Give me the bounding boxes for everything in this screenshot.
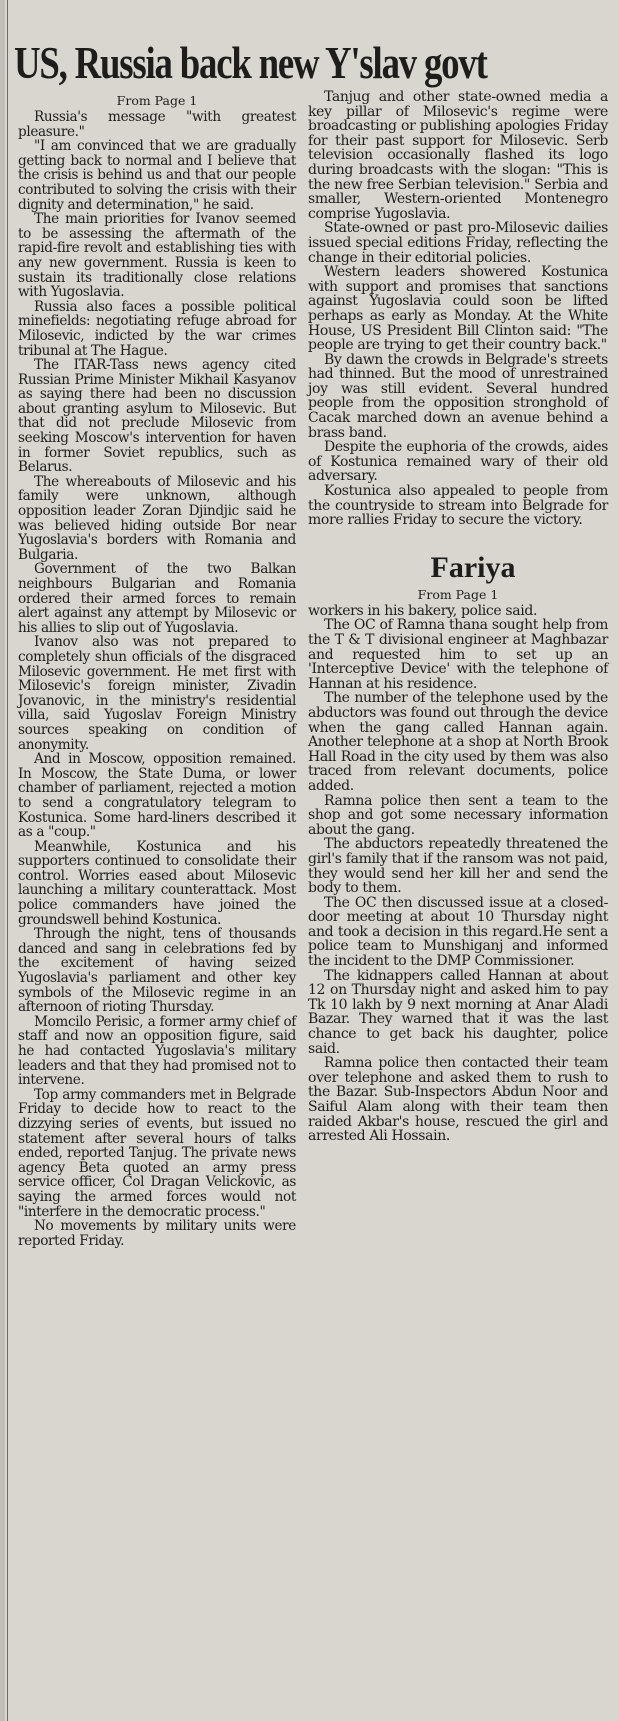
- paragraph: Government of the two Balkan neighbours Bulgarian and Romania ordered their armed forces to remain alert against any attempt by Milosevic or his allies to slip out of Yugoslavia.: [18, 561, 296, 636]
- article-column-right: [308, 90, 608, 1144]
- paragraph: Despite the euphoria of the crowds, aides of Kostunica remained wary of their old adversary.: [308, 439, 608, 485]
- paragraph: The OC of Ramna thana sought help from the T & T divisional engineer at Maghbazar and requested him to set up an 'Interceptive Device' with the telephone of Hannan at his residence.: [308, 617, 608, 692]
- paragraph: Momcilo Perisic, a former army chief of staff and now an opposition figure, said he had contacted Yugoslavia's military leaders and that they had promised not to intervene.: [18, 1013, 296, 1089]
- paragraph: Russia's message "with greatest pleasure.": [18, 109, 296, 140]
- paragraph: The OC then discussed issue at a closed-door meeting at about 10 Thursday night and took a decision in this regard.He sent a police team to Munshiganj and informed the incident to the DMP Commissioner.: [308, 894, 608, 970]
- paragraph: The number of the telephone used by the abductors was found out through the device when the gang called Hannan again. Another telephone at a shop at North Brook Hall Road in the city used by them was also traced from relevant documents, police added.: [308, 690, 608, 794]
- paragraph: Kostunica also appealed to people from the countryside to stream into Belgrade for more rallies Friday to secure the victory.: [308, 483, 608, 529]
- article-column-left: [18, 90, 296, 1248]
- paragraph: And in Moscow, opposition remained. In Moscow, the State Duma, or lower chamber of parliament, rejected a motion to send a congratulatory telegram to Kostunica. Some hard-liners described it as a "coup.": [18, 751, 296, 841]
- paragraph: By dawn the crowds in Belgrade's streets had thinned. But the mood of unrestrained joy was still evident. Several hundred people from the opposition stronghold of Cacak marched down an avenue behind a brass band.: [308, 351, 608, 441]
- paragraph: Ramna police then sent a team to the shop and got some necessary information about the gang.: [308, 792, 608, 838]
- paragraph: The kidnappers called Hannan at about 12 on Thursday night and asked him to pay Tk 10 lakh by 9 next morning at Anar Aladi Bazar. They warned that it was the last chance to get back his daughter, police said.: [308, 967, 608, 1057]
- paragraph: Russia also faces a possible political minefields: negotiating refuge abroad for Milosevic, indicted by the war crimes tribunal at The Hague.: [18, 298, 296, 359]
- fariya-dateline: From Page 1: [417, 586, 499, 602]
- paragraph: The ITAR-Tass news agency cited Russian Prime Minister Mikhail Kasyanov as saying there had been no discussion about granting asylum to Milosevic. But that did not preclude Milosevic from seeking Moscow's intervention for haven in former Soviet republics, such as Belarus.: [18, 357, 296, 476]
- paragraph: workers in his bakery, police said.: [308, 602, 538, 619]
- paragraph: Tanjug and other state-owned media a key pillar of Milosevic's regime were broadcasting or publishing apologies Friday for their past support for Milosevic. Serb television occasionally flashed its logo during broadcasts with the slogan: "This is the new free Serbian television." Serbia and smaller, Western-oriented Montenegro comprise Yugoslavia.: [308, 89, 608, 222]
- headline: US, Russia back new Y'slav govt: [14, 36, 487, 88]
- paragraph: Meanwhile, Kostunica and his supporters continued to consolidate their control. Worries eased about Milosevic launching a military counterattack. Most police commanders have joined the groundswell behind Kostunica.: [18, 838, 296, 928]
- paragraph: The whereabouts of Milosevic and his family were unknown, although opposition leader Zoran Djindjic said he was believed hiding outside Bor near Yugoslavia's borders with Romania and Bulgaria.: [18, 473, 296, 563]
- paragraph: Ramna police then contacted their team over telephone and asked them to rush to the Bazar. Sub-Inspectors Abdun Noor and Saiful Alam along with their team then raided Akbar's house, rescued the girl and arrested Ali Hossain.: [308, 1055, 608, 1145]
- paragraph: No movements by military units were reported Friday.: [18, 1218, 296, 1249]
- paragraph: The abductors repeatedly threatened the girl's family that if the ransom was not paid, they would send her kill her and send the body to them.: [308, 836, 608, 897]
- paragraph: State-owned or past pro-Milosevic dailies issued special editions Friday, reflecting the change in their editorial policies.: [308, 220, 608, 266]
- article-body-right: [308, 90, 608, 528]
- paragraph: Top army commanders met in Belgrade Friday to decide how to react to the dizzying series of events, but issued no statement after several hours of talks ended, reported Tanjug. The private news agency Beta quoted an army press service officer, Col Dragan Velickovic, as saying the armed forces would not "interfere in the democratic process.": [18, 1086, 296, 1220]
- fariya-body: [308, 604, 608, 1144]
- page-edge: [0, 0, 5, 1721]
- paragraph: The main priorities for Ivanov seemed to be assessing the aftermath of the rapid-fire revolt and establishing ties with any new government. Russia is keen to sustain its traditionally close relations with Yugoslavia.: [18, 211, 296, 301]
- column-rule: [7, 0, 8, 1721]
- fariya-headline: Fariya: [430, 550, 516, 584]
- paragraph: Ivanov also was not prepared to completely shun officials of the disgraced Milosevic government. He met first with Milosevic's foreign minister, Zivadin Jovanovic, in the ministry's residential villa, said Yugoslav Foreign Ministry sources speaking on condition of anonymity.: [18, 634, 296, 753]
- paragraph: "I am convinced that we are gradually getting back to normal and I believe that the crisis is behind us and that our people contributed to solving the crisis with their dignity and determination," he said.: [18, 138, 296, 213]
- article-body-left: [18, 110, 296, 1248]
- paragraph: Western leaders showered Kostunica with support and promises that sanctions against Yugoslavia could soon be lifted perhaps as early as Monday. At the White House, US President Bill Clinton said: "The people are trying to get their country back.": [308, 264, 608, 354]
- dateline: From Page 1: [116, 93, 198, 108]
- paragraph: Through the night, tens of thousands danced and sang in celebrations fed by the excitement of having seized Yugoslavia's parliament and other key symbols of the Milosevic regime in an afternoon of rioting Thursday.: [18, 926, 296, 1016]
